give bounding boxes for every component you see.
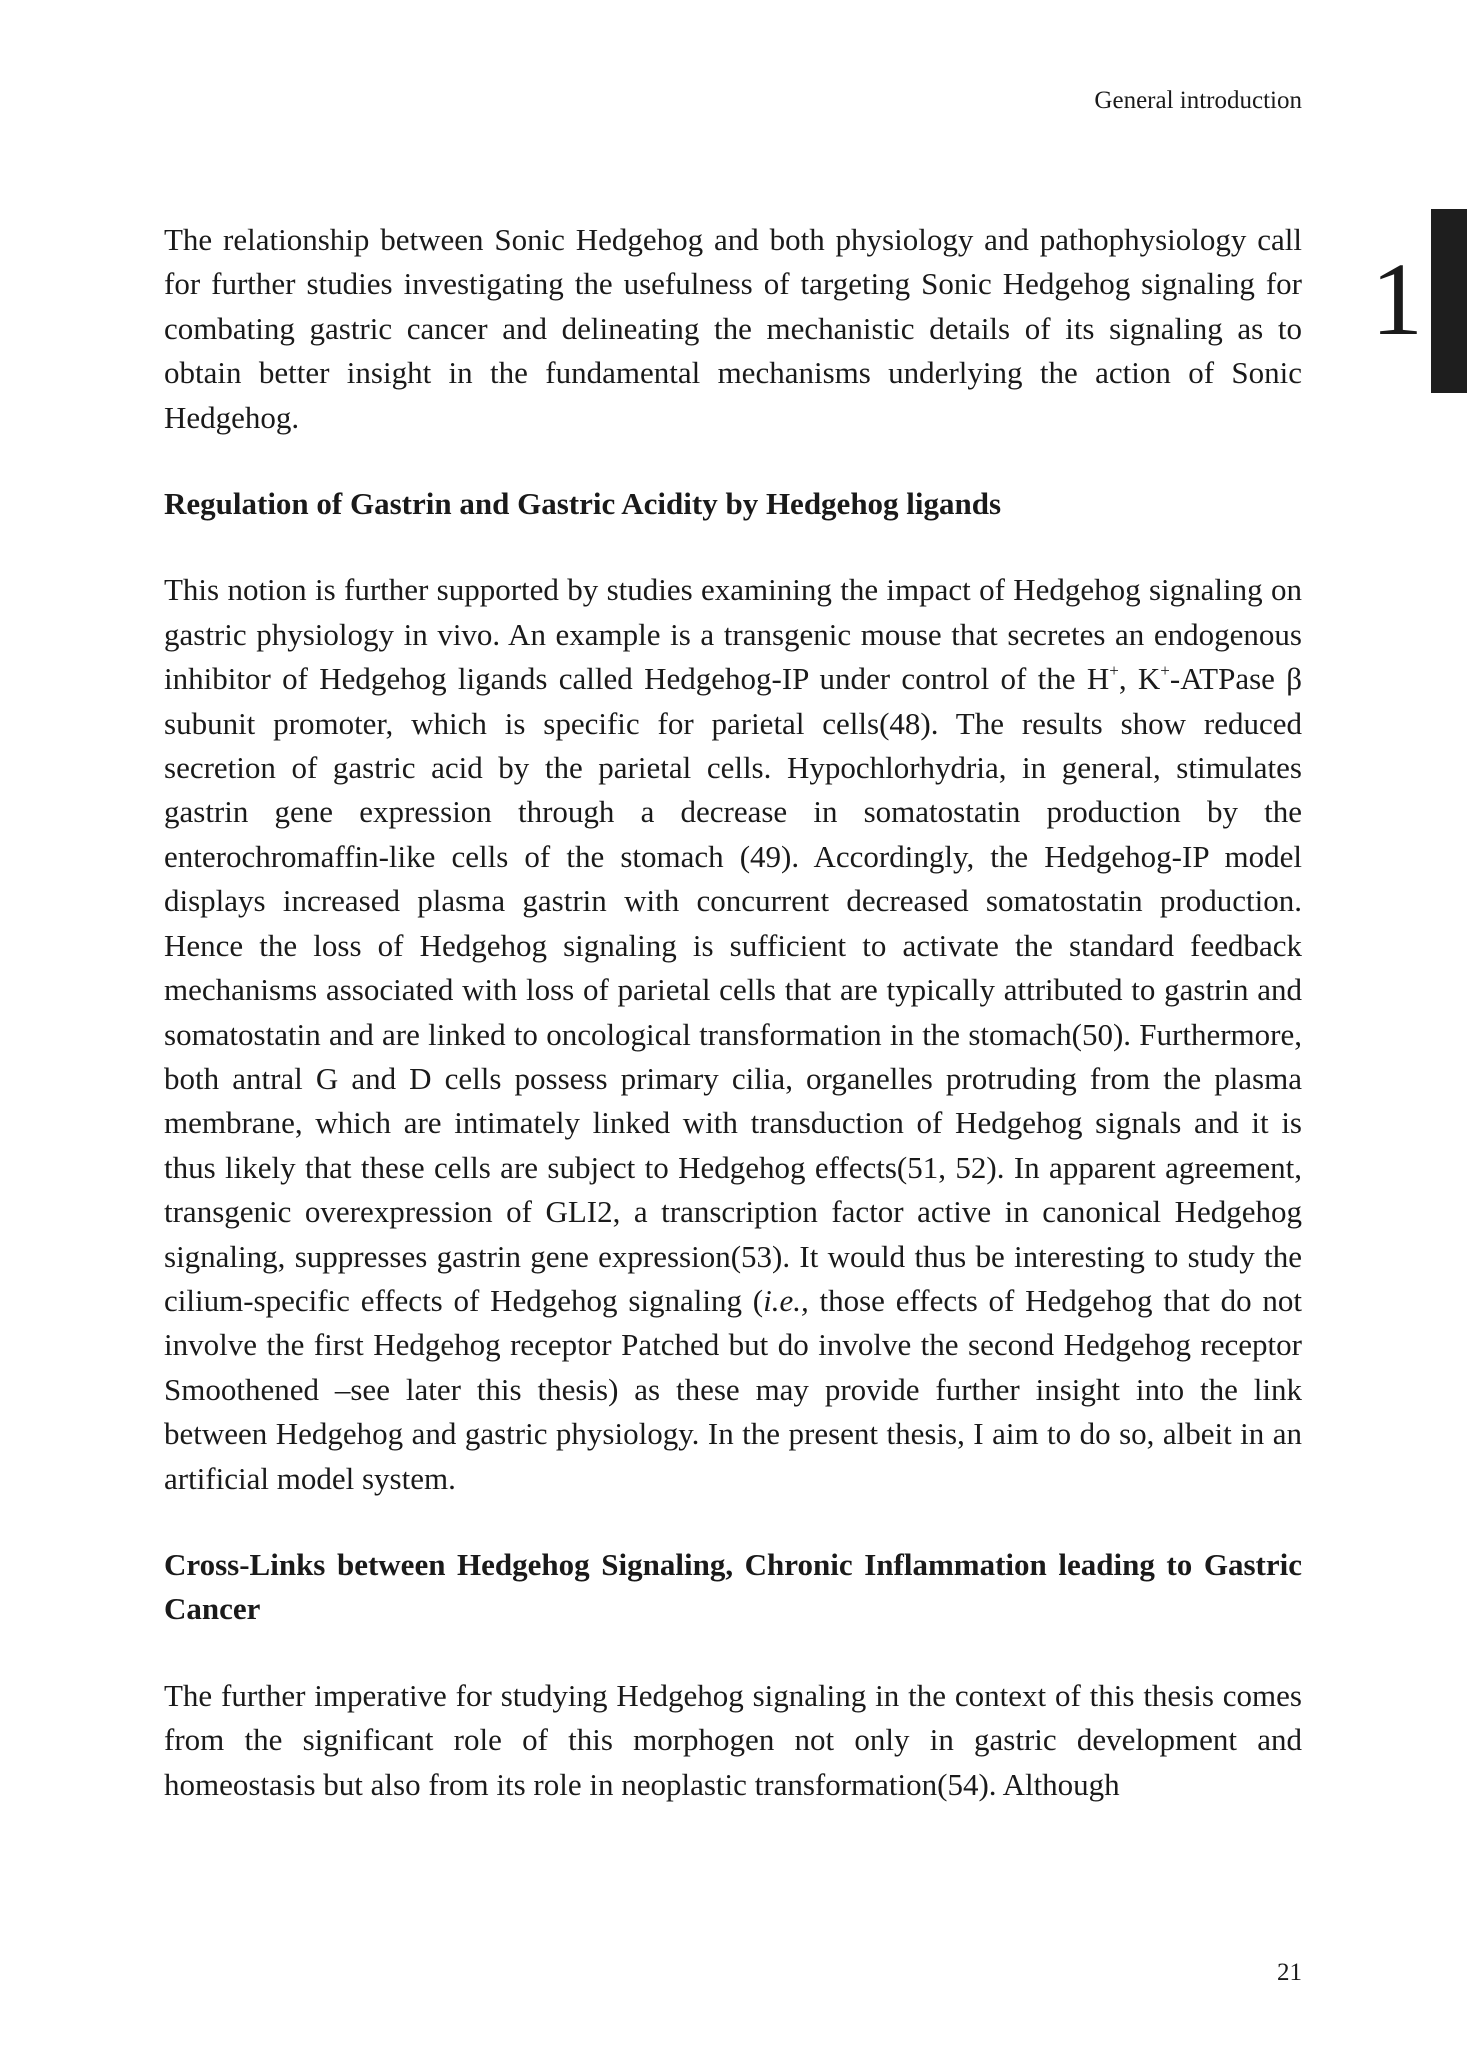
superscript: + xyxy=(1109,661,1119,681)
chapter-number: 1 xyxy=(1371,242,1423,357)
chapter-tab-marker xyxy=(1431,209,1467,393)
paragraph-intro: The relationship between Sonic Hedgehog and both physiology and pathophysiology call for further studies investigating the usefulness of targeting Sonic Hedgehog signaling for combating gastric cancer and delineating the mechanistic details of its signaling as to obtain better insight in the fundamental mechanisms underlying the action of Sonic Hedgehog. xyxy=(164,222,1302,435)
text-span: -ATPase β subunit promoter, which is specific for parietal cells(48). The results show reduced secretion of gastric acid by the parietal cells. Hypochlorhydria, in general, stimulates gastrin gene expression through a decrease in somatostatin production by the enterochromaffin-like cells of the stomach (49). Accordingly, the Hedgehog-IP model displays increased plasma gastrin with concurrent decreased somatostatin production. Hence the loss of Hedgehog signaling is sufficient to activate the standard feedback mechanisms associated with loss of parietal cells that are typically attributed to gastrin and somatostatin and are linked to oncological transformation in the stomach(50). Furthermore, both antral G and D cells possess primary cilia, organelles protruding from the plasma membrane, which are intimately linked with transduction of Hedgehog signals and it is thus likely that these cells are subject to Hedgehog effects(51, 52). In apparent agreement, transgenic overexpression of GLI2, a transcription factor active in canonical Hedgehog signaling, suppresses gastrin gene expression(53). It would thus be interesting to study the cilium-specific effects of Hedgehog signaling ( xyxy=(164,661,1303,1318)
paragraph-gastrin-regulation xyxy=(164,568,1302,1501)
section-heading-gastrin: Regulation of Gastrin and Gastric Acidity by Hedgehog ligands xyxy=(164,486,1002,522)
running-header: General introduction xyxy=(1094,87,1302,114)
text-span: those effects of Hedgehog that do not involve the first Hedgehog receptor Patched but do involve the second Hedgehog receptor Smoothened –see later this thesis) as these may provide further insight into the link between Hedgehog and gastric physiology. In the present thesis, I aim to do so, albeit in an artificial model system. xyxy=(164,1282,1302,1496)
italic-text: i.e., xyxy=(763,1282,809,1318)
section-heading-cross-links: Cross-Links between Hedgehog Signaling, Chronic Inflammation leading to Gastric Cancer xyxy=(164,1546,1302,1627)
superscript: + xyxy=(1160,661,1170,681)
paragraph-cross-links: The further imperative for studying Hedgehog signaling in the context of this thesis comes from the significant role of this morphogen not only in gastric development and homeostasis but also from its role in neoplastic transformation(54). Although xyxy=(164,1677,1302,1802)
page-body xyxy=(164,218,1302,1807)
text-span: , K xyxy=(1118,661,1161,697)
text-span: This notion is further supported by studies examining the impact of Hedgehog signaling on gastric physiology in vivo. An example is a transgenic mouse that secretes an endogenous inhibitor of Hedgehog ligands called Hedgehog-IP under control of the H xyxy=(164,572,1302,697)
page-number: 21 xyxy=(1277,1959,1302,1986)
